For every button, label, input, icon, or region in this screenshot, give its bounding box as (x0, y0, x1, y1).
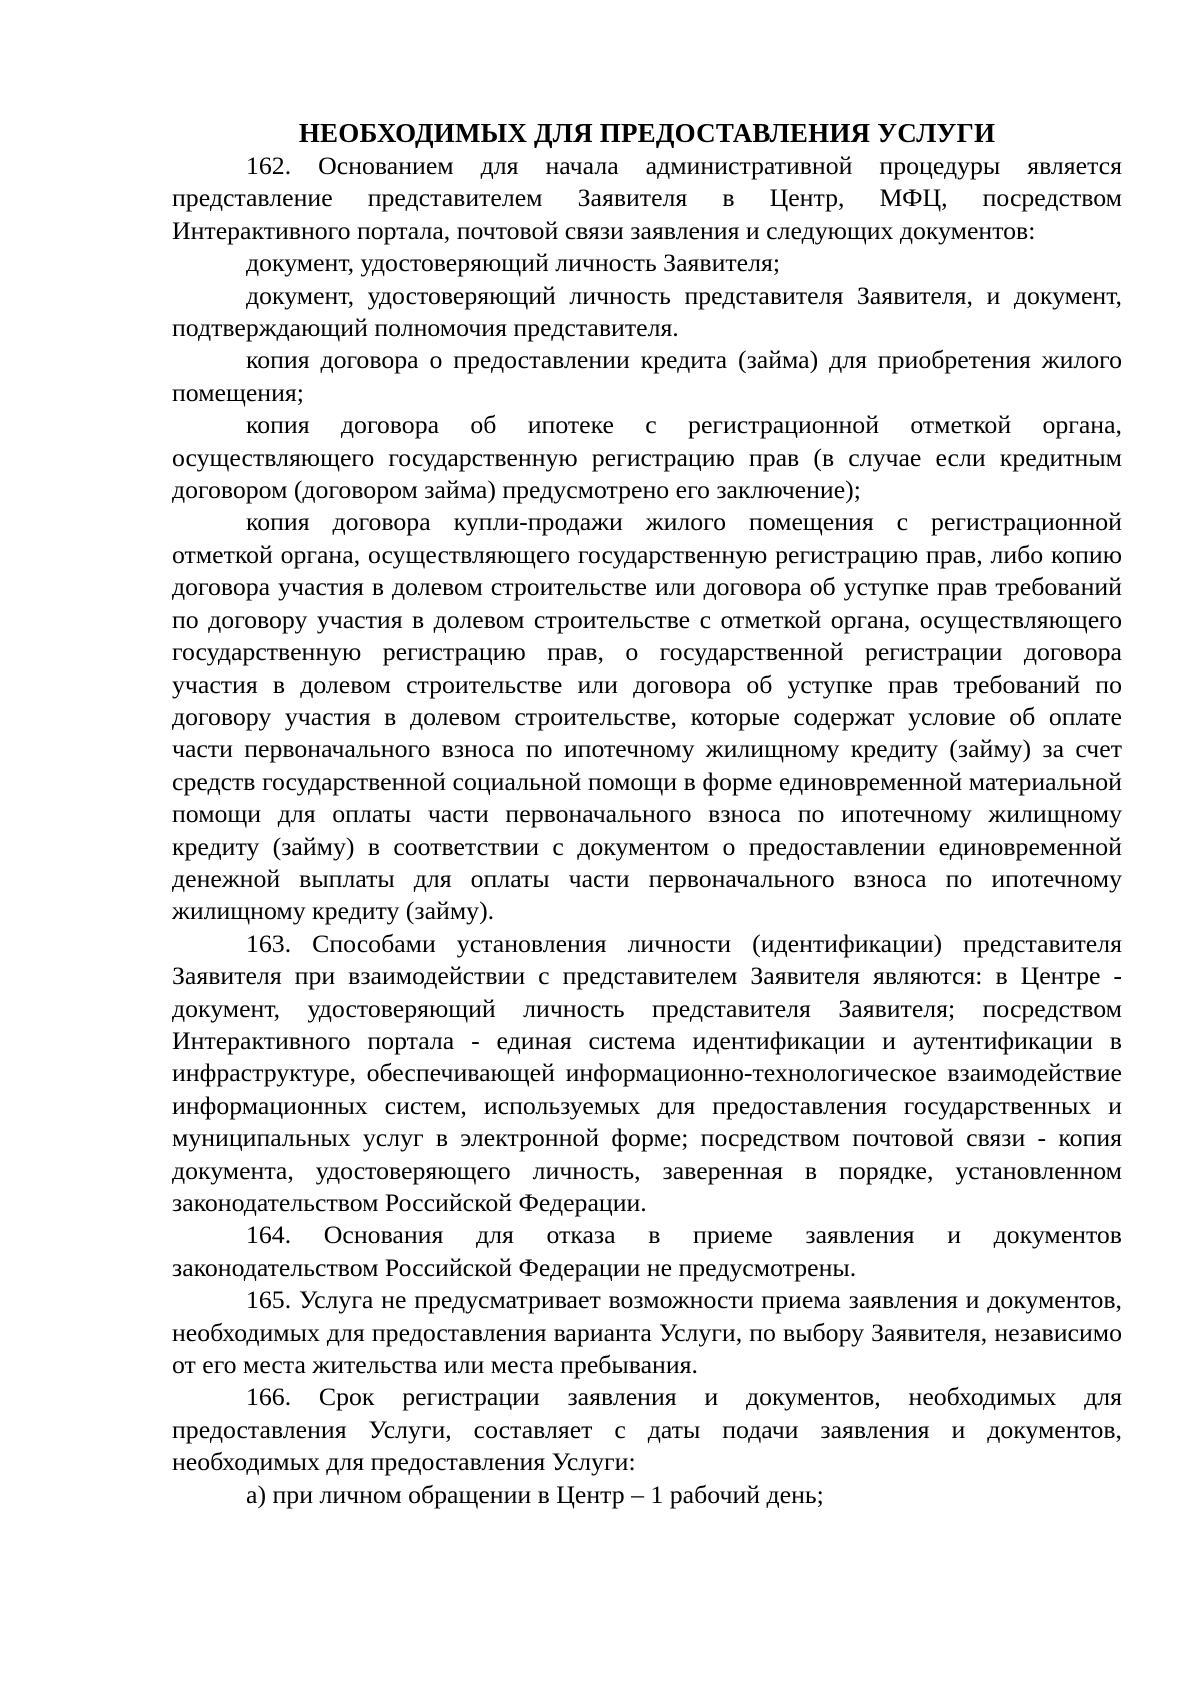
section-heading: НЕОБХОДИМЫХ ДЛЯ ПРЕДОСТАВЛЕНИЯ УСЛУГИ (298, 118, 996, 148)
paragraph-mortgage-agreement: копия договора об ипотеке с регистрационной отметкой органа, осуществляющего государственную регистрацию прав (в случае если кредитным договором (договором займа) предусмотрено его заключение); (172, 410, 1122, 505)
paragraph-applicant-id: документ, удостоверяющий личность Заявителя; (246, 248, 781, 278)
paragraph-representative-id: документ, удостоверяющий личность представителя Заявителя, и документ, подтверждающий полномочия представителя. (172, 280, 1122, 343)
paragraph-purchase-agreement: копия договора купли-продажи жилого помещения с регистрационной отметкой органа, осуществляющего государственную регистрацию прав, либо копию договора участия в долевом строительстве или договора об уступке прав требований по договору участия в долевом строительстве с отметкой органа, осуществляющего государственную регистрацию прав, о государственной регистрации договора участия в долевом строительстве или договора об уступке прав требований по договору участия в долевом строительстве, которые содержат условие об оплате части первоначального взноса по ипотечному жилищному кредиту (займу) за счет средств государственной социальной помощи в форме единовременной материальной помощи для оплаты части первоначального взноса по ипотечному жилищному кредиту (займу) в соответствии с документом о предоставлении единовременной денежной выплаты для оплаты части первоначального взноса по ипотечному жилищному кредиту (займу). (172, 507, 1122, 926)
paragraph-164: 164. Основания для отказа в приеме заявления и документов законодательством Российской Федерации не предусмотрены. (172, 1220, 1122, 1282)
paragraph-166: 166. Срок регистрации заявления и документов, необходимых для предоставления Услуги, составляет с даты подачи заявления и документов, необходимых для предоставления Услуги: (172, 1382, 1122, 1477)
paragraph-163: 163. Способами установления личности (идентификации) представителя Заявителя при взаимодействии с представителем Заявителя являются: в Центре - документ, удостоверяющий личность представителя Заявителя; посредством Интерактивного портала - единая система идентификации и аутентификации в инфраструктуре, обеспечивающей информационно-технологическое взаимодействие информационных систем, используемых для предоставления государственных и муниципальных услуг в электронной форме; посредством почтовой связи - копия документа, удостоверяющего личность, заверенная в порядке, установленном законодательством Российской Федерации. (172, 928, 1122, 1217)
paragraph-165: 165. Услуга не предусматривает возможности приема заявления и документов, необходимых для предоставления варианта Услуги, по выбору Заявителя, независимо от его места жительства или места пребывания. (172, 1285, 1122, 1380)
paragraph-credit-agreement: копия договора о предоставлении кредита (займа) для приобретения жилого помещения; (172, 345, 1122, 407)
document-page (172, 117, 1122, 1511)
paragraph-166-a: а) при личном обращении в Центр – 1 рабочий день; (246, 1479, 824, 1509)
paragraph-162: 162. Основанием для начала административной процедуры является представление представителем Заявителя в Центр, МФЦ, посредством Интерактивного портала, почтовой связи заявления и следующих документов: (172, 151, 1122, 245)
